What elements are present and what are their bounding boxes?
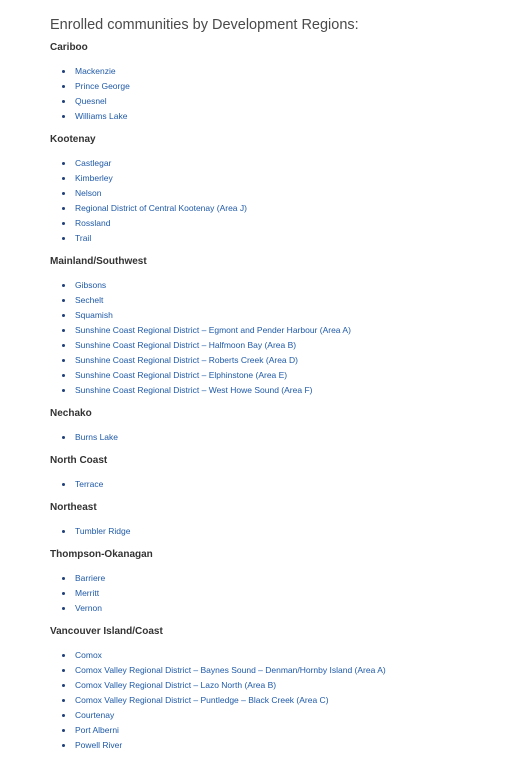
bullet-icon: [62, 607, 65, 610]
bullet-icon: [62, 314, 65, 317]
list-item: [62, 368, 500, 383]
regions-container: [50, 42, 500, 753]
list-item: [62, 601, 500, 616]
bullet-icon: [62, 299, 65, 302]
community-link[interactable]: Vernon: [75, 603, 102, 613]
community-link[interactable]: Kimberley: [75, 173, 113, 183]
region-section: [50, 256, 500, 398]
bullet-icon: [62, 729, 65, 732]
community-link[interactable]: Burns Lake: [75, 432, 118, 442]
list-item: [62, 586, 500, 601]
bullet-icon: [62, 344, 65, 347]
community-link[interactable]: Mackenzie: [75, 66, 116, 76]
list-item: [62, 109, 500, 124]
community-list: [50, 156, 500, 246]
list-item: [62, 738, 500, 753]
community-link[interactable]: Squamish: [75, 310, 113, 320]
list-item: [62, 231, 500, 246]
region-section: [50, 408, 500, 445]
bullet-icon: [62, 192, 65, 195]
list-item: [62, 216, 500, 231]
bullet-icon: [62, 436, 65, 439]
region-heading: North Coast: [50, 455, 108, 466]
list-item: [62, 648, 500, 663]
list-item: [62, 156, 500, 171]
community-link[interactable]: Nelson: [75, 188, 102, 198]
bullet-icon: [62, 70, 65, 73]
community-link[interactable]: Prince George: [75, 81, 130, 91]
bullet-icon: [62, 284, 65, 287]
region-heading: Northeast: [50, 502, 97, 513]
bullet-icon: [62, 100, 65, 103]
community-link[interactable]: Sunshine Coast Regional District – Roberts Creek (Area D): [75, 355, 298, 365]
list-item: [62, 678, 500, 693]
bullet-icon: [62, 592, 65, 595]
region-section: [50, 134, 500, 246]
list-item: [62, 186, 500, 201]
list-item: [62, 430, 500, 445]
community-list: [50, 64, 500, 124]
bullet-icon: [62, 654, 65, 657]
community-link[interactable]: Sunshine Coast Regional District – Egmont and Pender Harbour (Area A): [75, 325, 351, 335]
bullet-icon: [62, 207, 65, 210]
document-content: [50, 16, 500, 763]
bullet-icon: [62, 115, 65, 118]
bullet-icon: [62, 744, 65, 747]
bullet-icon: [62, 389, 65, 392]
region-heading: Thompson-Okanagan: [50, 549, 153, 560]
bullet-icon: [62, 329, 65, 332]
list-item: [62, 524, 500, 539]
bullet-icon: [62, 359, 65, 362]
community-link[interactable]: Comox Valley Regional District – Baynes Sound – Denman/Hornby Island (Area A): [75, 665, 386, 675]
community-link[interactable]: Trail: [75, 233, 92, 243]
region-heading: Cariboo: [50, 42, 88, 53]
community-link[interactable]: Comox Valley Regional District – Lazo North (Area B): [75, 680, 277, 690]
list-item: [62, 338, 500, 353]
community-link[interactable]: Regional District of Central Kootenay (Area J): [75, 203, 247, 213]
community-list: [50, 477, 500, 492]
community-list: [50, 278, 500, 398]
list-item: [62, 94, 500, 109]
community-link[interactable]: Quesnel: [75, 96, 107, 106]
community-link[interactable]: Sunshine Coast Regional District – West Howe Sound (Area F): [75, 385, 313, 395]
region-heading: Mainland/Southwest: [50, 256, 147, 267]
community-link[interactable]: Gibsons: [75, 280, 107, 290]
bullet-icon: [62, 577, 65, 580]
region-section: [50, 502, 500, 539]
region-section: [50, 626, 500, 753]
bullet-icon: [62, 483, 65, 486]
page-title: Enrolled communities by Development Regions:: [50, 17, 359, 33]
bullet-icon: [62, 530, 65, 533]
region-section: [50, 42, 500, 124]
community-list: [50, 571, 500, 616]
list-item: [62, 477, 500, 492]
list-item: [62, 278, 500, 293]
community-link[interactable]: Comox Valley Regional District – Puntledge – Black Creek (Area C): [75, 695, 329, 705]
community-link[interactable]: Port Alberni: [75, 725, 119, 735]
bullet-icon: [62, 374, 65, 377]
region-section: [50, 549, 500, 616]
bullet-icon: [62, 714, 65, 717]
community-list: [50, 648, 500, 753]
community-link[interactable]: Comox: [75, 650, 102, 660]
community-list: [50, 524, 500, 539]
list-item: [62, 323, 500, 338]
list-item: [62, 693, 500, 708]
bullet-icon: [62, 222, 65, 225]
list-item: [62, 171, 500, 186]
list-item: [62, 353, 500, 368]
bullet-icon: [62, 162, 65, 165]
community-link[interactable]: Merritt: [75, 588, 100, 598]
list-item: [62, 708, 500, 723]
community-link[interactable]: Courtenay: [75, 710, 115, 720]
bullet-icon: [62, 699, 65, 702]
list-item: [62, 293, 500, 308]
community-list: [50, 430, 500, 445]
list-item: [62, 201, 500, 216]
list-item: [62, 79, 500, 94]
region-heading: Kootenay: [50, 134, 96, 145]
bullet-icon: [62, 237, 65, 240]
community-link[interactable]: Tumbler Ridge: [75, 526, 131, 536]
community-link[interactable]: Powell River: [75, 740, 123, 750]
community-link[interactable]: Castlegar: [75, 158, 112, 168]
community-link[interactable]: Rossland: [75, 218, 111, 228]
bullet-icon: [62, 85, 65, 88]
list-item: [62, 723, 500, 738]
community-link[interactable]: Sunshine Coast Regional District – Elphinstone (Area E): [75, 370, 288, 380]
community-link[interactable]: Sunshine Coast Regional District – Halfmoon Bay (Area B): [75, 340, 297, 350]
list-item: [62, 571, 500, 586]
list-item: [62, 308, 500, 323]
community-link[interactable]: Terrace: [75, 479, 104, 489]
community-link[interactable]: Barriere: [75, 573, 106, 583]
list-item: [62, 383, 500, 398]
community-link[interactable]: Williams Lake: [75, 111, 128, 121]
bullet-icon: [62, 177, 65, 180]
list-item: [62, 663, 500, 678]
list-item: [62, 64, 500, 79]
region-heading: Nechako: [50, 408, 92, 419]
region-heading: Vancouver Island/Coast: [50, 626, 163, 637]
bullet-icon: [62, 669, 65, 672]
region-section: [50, 455, 500, 492]
bullet-icon: [62, 684, 65, 687]
community-link[interactable]: Sechelt: [75, 295, 104, 305]
